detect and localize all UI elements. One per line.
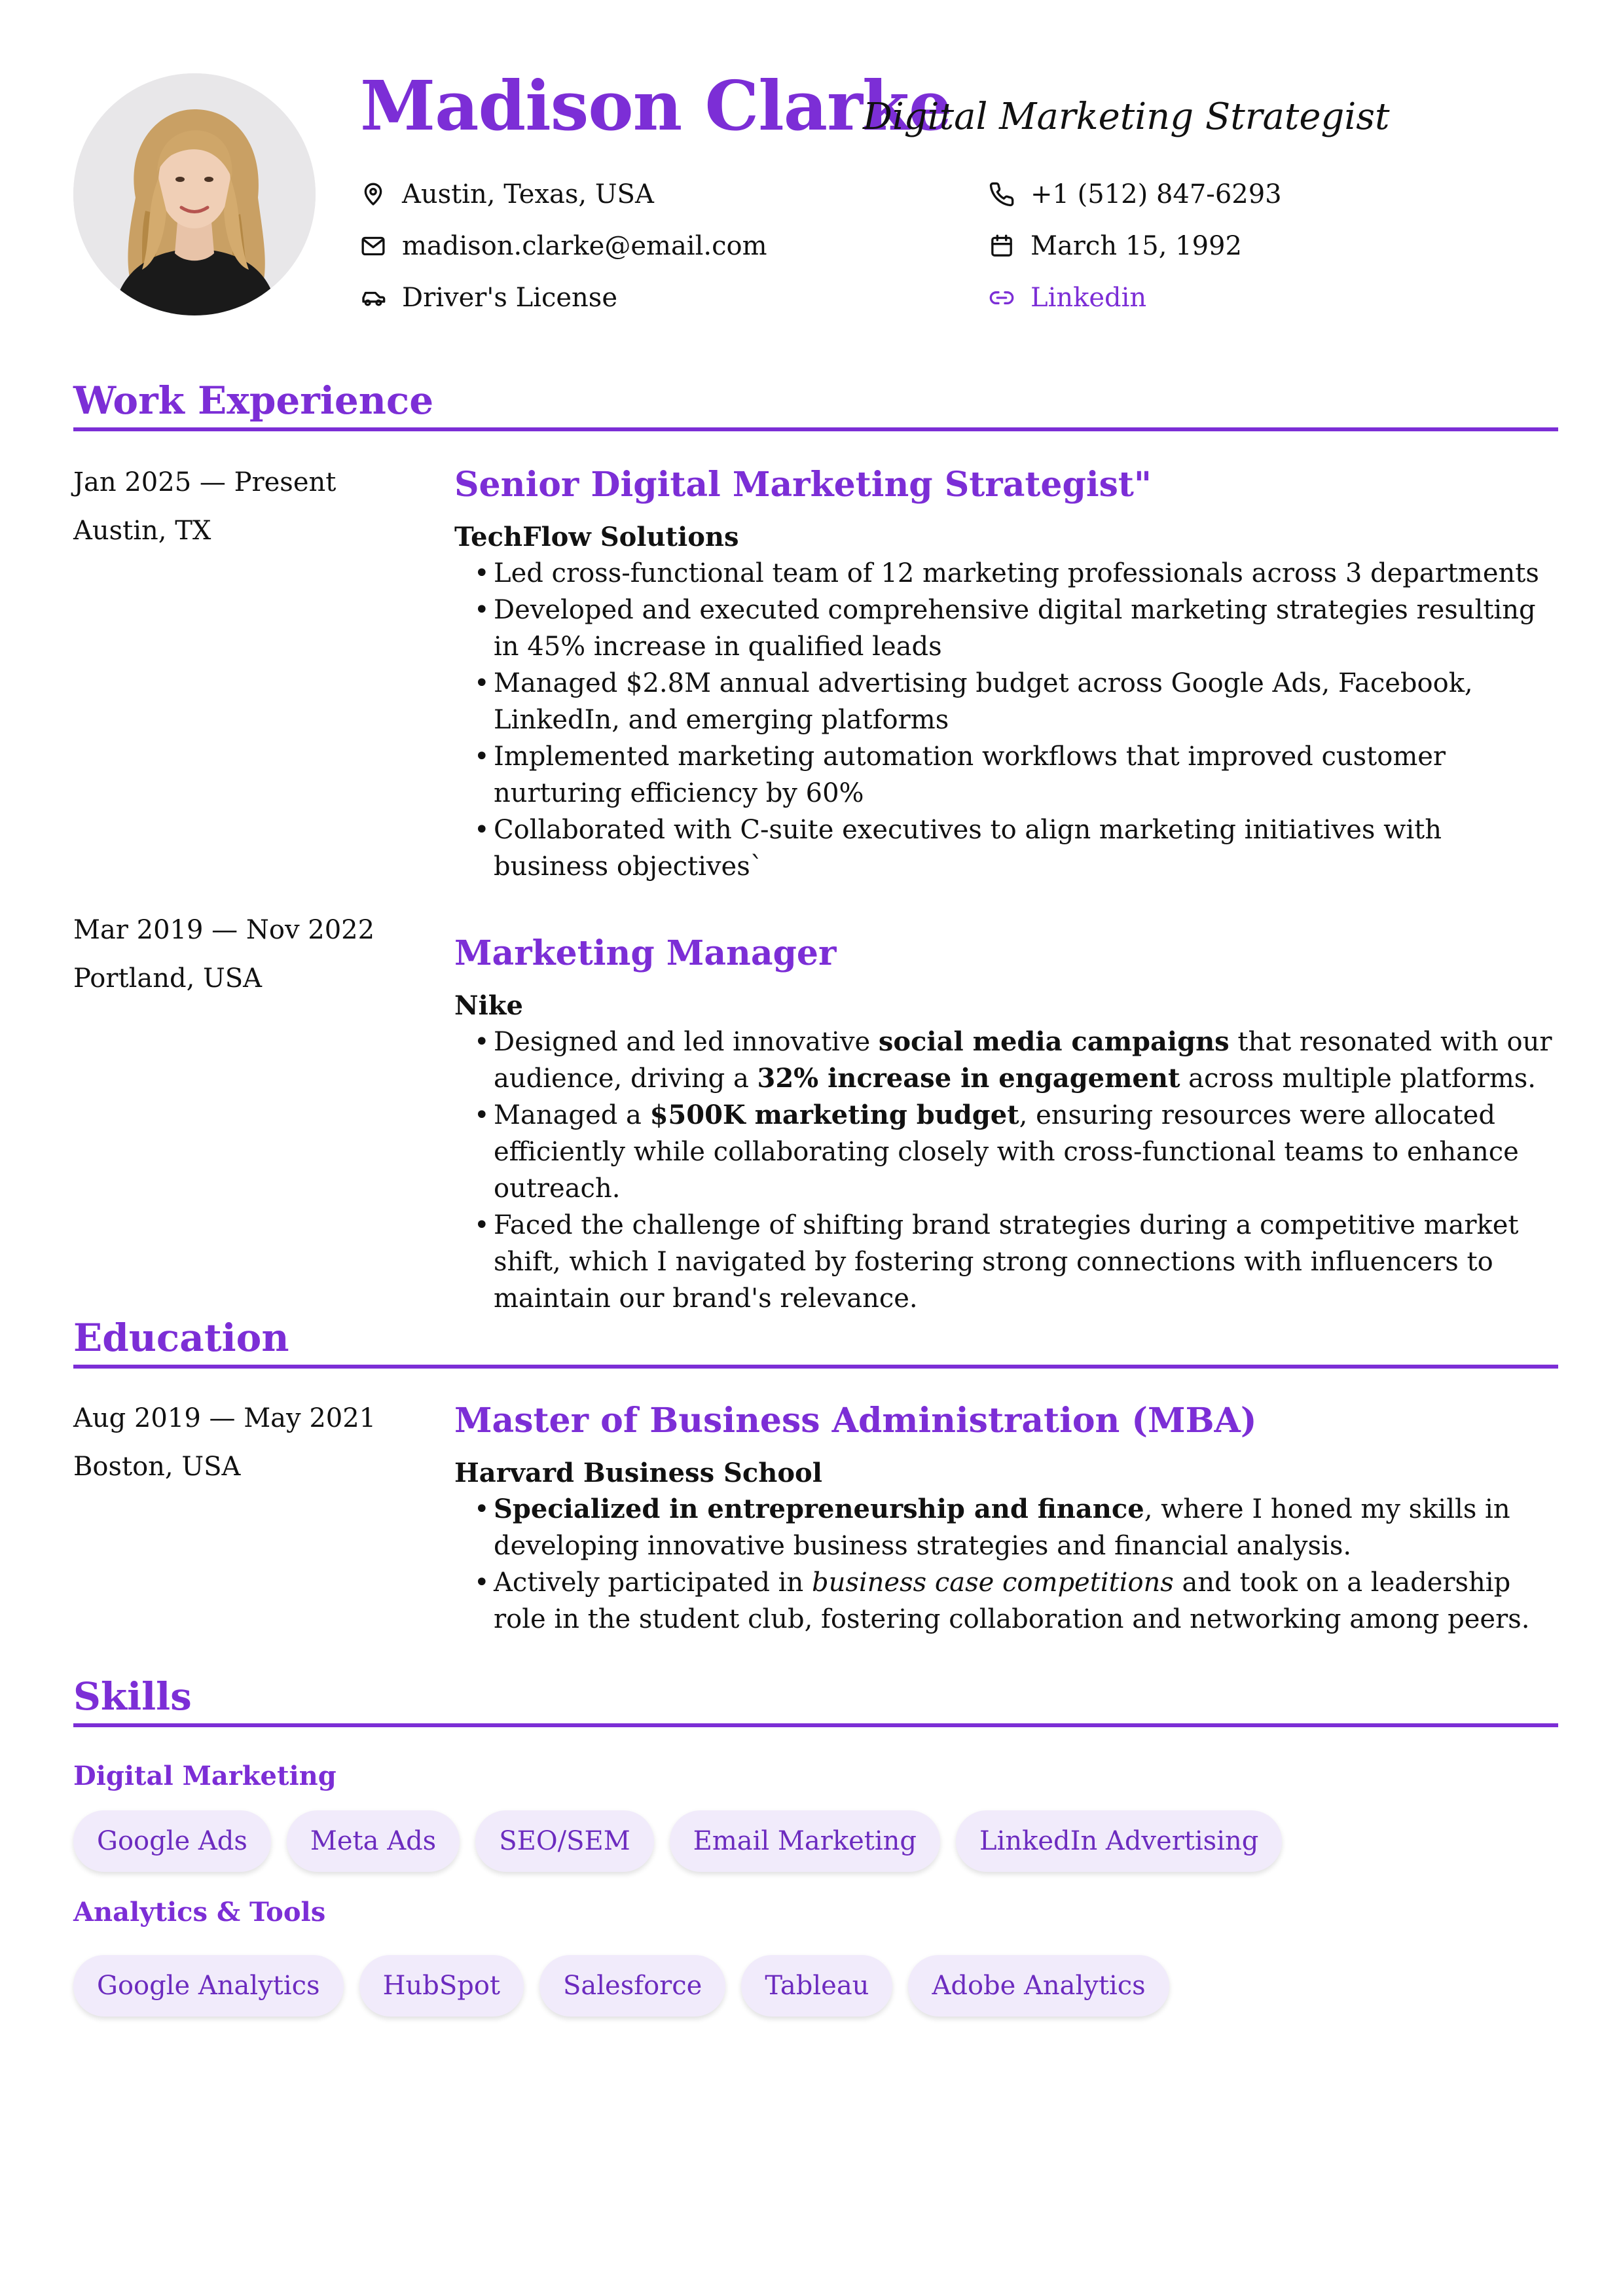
calendar-icon — [989, 233, 1015, 259]
section-title-skills: Skills — [73, 1674, 192, 1719]
car-icon — [360, 285, 386, 311]
phone-text: +1 (512) 847-6293 — [1030, 179, 1282, 209]
work-meta-2 — [73, 906, 374, 1003]
work-entry-2 — [454, 933, 1558, 1317]
portrait-image — [73, 73, 316, 315]
bullet-item: • Managed a $500K marketing budget, ensuring resources were allocated efficiently while collaborating closely with cross-functional teams to enhance outreach. — [474, 1097, 1558, 1207]
work-company: Nike — [454, 990, 523, 1022]
location-text: Austin, Texas, USA — [402, 179, 654, 209]
work-dates: Jan 2025 — Present — [73, 467, 337, 497]
bullet-item: • Developed and executed comprehensive digital marketing strategies resulting in 45% increase in qualified leads — [474, 592, 1558, 665]
work-entry-1 — [454, 465, 1558, 885]
school-name: Harvard Business School — [454, 1458, 822, 1489]
degree-title: Master of Business Administration (MBA) — [454, 1401, 1257, 1441]
candidate-name: Madison Clarke — [360, 65, 952, 146]
skill-category-label: Analytics & Tools — [73, 1897, 326, 1928]
skill-chip: Meta Ads — [287, 1810, 460, 1872]
section-divider — [73, 1365, 1558, 1369]
skill-chip: Email Marketing — [670, 1810, 940, 1872]
section-title-education: Education — [73, 1316, 289, 1360]
profile-photo — [73, 73, 316, 315]
work-meta-1 — [73, 458, 336, 555]
bullet-item: • Designed and led innovative social media campaigns that resonated with our audience, driving a 32% increase in engagement across multiple platforms. — [474, 1024, 1558, 1097]
skill-chip: Salesforce — [539, 1955, 725, 2017]
bullet-item: • Collaborated with C-suite executives to align marketing initiatives with business objectives` — [474, 812, 1558, 885]
education-entry — [454, 1401, 1558, 1638]
birthdate-text: March 15, 1992 — [1030, 231, 1242, 261]
skill-chip: HubSpot — [359, 1955, 524, 2017]
bullet-item: • Managed $2.8M annual advertising budget across Google Ads, Facebook, LinkedIn, and emerging platforms — [474, 665, 1558, 738]
location-pin-icon — [360, 181, 386, 207]
bullet-item: • Faced the challenge of shifting brand strategies during a competitive market shift, which I navigated by fostering strong connections with influencers to maintain our brand's relevance. — [474, 1207, 1558, 1317]
work-location: Austin, TX — [73, 516, 211, 546]
envelope-icon — [360, 233, 386, 259]
work-title: Senior Digital Marketing Strategist" — [454, 465, 1152, 505]
bullet-item: • Implemented marketing automation workflows that improved customer nurturing efficiency by 60% — [474, 738, 1558, 812]
bullet-item: • Led cross-functional team of 12 marketing professionals across 3 departments — [474, 555, 1558, 592]
bullet-item: • Specialized in entrepreneurship and finance, where I honed my skills in developing innovative business strategies and financial analysis. — [474, 1491, 1558, 1564]
work-title: Marketing Manager — [454, 933, 837, 973]
email-text: madison.clarke@email.com — [402, 231, 767, 261]
work-company: TechFlow Solutions — [454, 522, 739, 553]
work-bullets — [454, 555, 1558, 885]
skill-chip-row — [73, 1955, 1169, 2017]
education-dates: Aug 2019 — May 2021 — [73, 1403, 376, 1433]
skill-chip: SEO/SEM — [475, 1810, 653, 1872]
phone-icon — [989, 181, 1015, 207]
skill-chip-row — [73, 1810, 1282, 1872]
skill-chip: Adobe Analytics — [908, 1955, 1169, 2017]
license-text: Driver's License — [402, 283, 618, 313]
education-meta — [73, 1394, 376, 1491]
work-location: Portland, USA — [73, 963, 263, 994]
bullet-item: • Actively participated in business case competitions and took on a leadership role in the student club, fostering collaboration and networking among peers. — [474, 1564, 1558, 1638]
skill-chip: LinkedIn Advertising — [956, 1810, 1282, 1872]
skill-chip: Google Ads — [73, 1810, 271, 1872]
contact-linkedin[interactable] — [989, 283, 1146, 313]
work-dates: Mar 2019 — Nov 2022 — [73, 915, 375, 945]
work-bullets — [454, 1024, 1558, 1317]
skill-category-label: Digital Marketing — [73, 1761, 337, 1791]
contact-license — [360, 283, 617, 313]
contact-email — [360, 231, 767, 261]
link-icon — [989, 285, 1015, 311]
contact-location — [360, 179, 654, 209]
skill-chip: Google Analytics — [73, 1955, 344, 2017]
education-bullets — [454, 1491, 1558, 1638]
contact-birthdate — [989, 231, 1242, 261]
section-title-work: Work Experience — [73, 378, 434, 423]
skill-chip: Tableau — [741, 1955, 892, 2017]
candidate-title: Digital Marketing Strategist — [863, 96, 1390, 138]
education-location: Boston, USA — [73, 1452, 241, 1482]
contact-phone — [989, 179, 1282, 209]
section-divider — [73, 1723, 1558, 1727]
section-divider — [73, 427, 1558, 431]
linkedin-link[interactable]: Linkedin — [1030, 283, 1147, 313]
